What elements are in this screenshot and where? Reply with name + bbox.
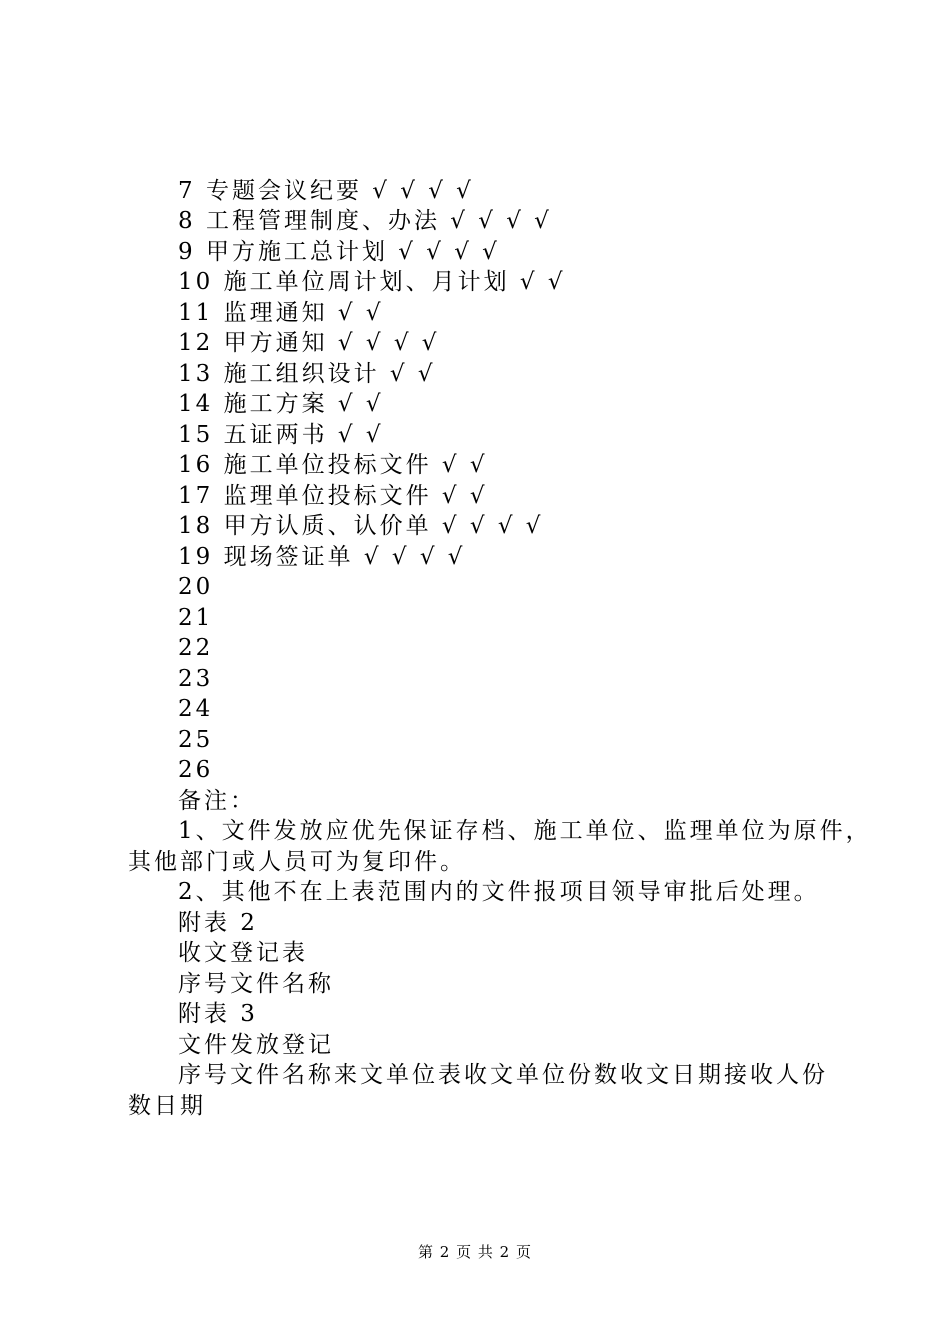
list-item: 25 bbox=[178, 727, 214, 753]
list-item: 10 施工单位周计划、月计划 √ √ bbox=[178, 269, 566, 295]
list-item: 20 bbox=[178, 574, 214, 600]
list-item: 24 bbox=[178, 696, 214, 722]
list-item: 15 五证两书 √ √ bbox=[178, 422, 384, 448]
list-item: 23 bbox=[178, 666, 214, 692]
list-item: 22 bbox=[178, 635, 214, 661]
appendix-3-title: 文件发放登记 bbox=[178, 1032, 334, 1058]
list-item: 26 bbox=[178, 757, 214, 783]
appendix-3-columns: 序号文件名称来文单位表收文单位份数收文日期接收人份 bbox=[178, 1062, 828, 1088]
list-item: 17 监理单位投标文件 √ √ bbox=[178, 483, 488, 509]
page-footer: 第 2 页 共 2 页 bbox=[418, 1243, 532, 1261]
list-item: 8 工程管理制度、办法 √ √ √ √ bbox=[178, 208, 552, 234]
note-2: 2、其他不在上表范围内的文件报项目领导审批后处理。 bbox=[178, 879, 820, 905]
appendix-3-columns-continuation: 数日期 bbox=[128, 1093, 206, 1119]
list-item: 12 甲方通知 √ √ √ √ bbox=[178, 330, 440, 356]
list-item: 16 施工单位投标文件 √ √ bbox=[178, 452, 488, 478]
list-item: 11 监理通知 √ √ bbox=[178, 300, 384, 326]
list-item: 13 施工组织设计 √ √ bbox=[178, 361, 436, 387]
appendix-2-title: 收文登记表 bbox=[178, 940, 308, 966]
list-item: 14 施工方案 √ √ bbox=[178, 391, 384, 417]
notes-heading: 备注： bbox=[178, 788, 256, 814]
appendix-3-label: 附表 3 bbox=[178, 1001, 258, 1027]
appendix-2-columns: 序号文件名称 bbox=[178, 971, 334, 997]
note-1-first-line: 1、文件发放应优先保证存档、施工单位、监理单位为原件， bbox=[178, 818, 872, 844]
list-item: 19 现场签证单 √ √ √ √ bbox=[178, 544, 466, 570]
list-item: 18 甲方认质、认价单 √ √ √ √ bbox=[178, 513, 544, 539]
list-item: 21 bbox=[178, 605, 214, 631]
list-item: 9 甲方施工总计划 √ √ √ √ bbox=[178, 239, 500, 265]
list-item: 7 专题会议纪要 √ √ √ √ bbox=[178, 178, 474, 204]
appendix-2-label: 附表 2 bbox=[178, 910, 258, 936]
note-1-continuation: 其他部门或人员可为复印件。 bbox=[128, 849, 466, 875]
